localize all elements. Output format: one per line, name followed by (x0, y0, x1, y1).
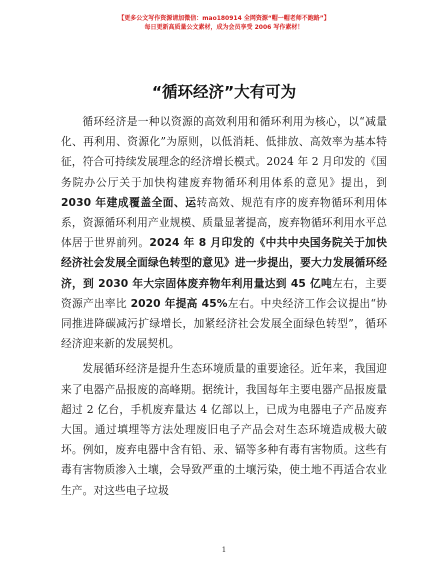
banner-notice-line: 【更多公文写作资源请加微信：mao180914 全网资源“帽一帽老师不跑路”】 (118, 15, 330, 22)
paragraph-1 (61, 112, 387, 354)
paragraph-1-bold-run: 2024 年 8 月印发的《中共中央国务院关于加快经济社会发展全面绿色转型的意见》进一步提出，要大力发展循环经济，到 (61, 236, 387, 290)
paragraph-1-run: 转高效、规范有序的废弃物循环利用体系，资源循环利用产业规模、质量显著提高，废弃物循环利用水平总体居于世界前列。 (61, 195, 387, 250)
paragraph-1-bold-run: 2020 年提高 45% (130, 296, 228, 310)
paragraph-1-run: 循环经济是一种以资源的高效利用和循环利用为核心，以“减量化、再利用、资源化”为原则，以低消耗、低排放、高效率为基本特征，符合可持续发展理念的经济增长模式。2024 年 2 月印发的《国务院办公厅关于加快构建废弃物循环利用体系的意见》提出，到 (61, 115, 387, 189)
paragraph-2: 发展循环经济是提升生态环境质量的重要途径。近年来，我国迎来了电器产品报废的高峰期。据统计，我国每年主要电器产品报废量超过 2 亿台，手机废弃量达 4 亿部以上，已成为电器电子产品废弃大国。通过填埋等方法处理废旧电子产品会对生态环境造成极大破坏。例如，废弃电器中含有铅、汞、镉等多种有毒有害物质。这些有毒有害物质渗入土壤，会导致严重的土壤污染，使土地不再适合农业生产。对这些电子垃圾 (61, 362, 387, 497)
paragraph-1-run: 左右。中央经济工作会议提出“协同推进降碳减污扩绿增长，加紧经济社会发展全面绿色转型”，循环经济迎来新的发展契机。 (61, 296, 387, 351)
page-number: 1 (221, 546, 227, 554)
document-body (61, 112, 387, 501)
paragraph-1-bold-run: 2030 年建成覆盖全面、运 (61, 195, 197, 209)
paragraph-1-bold-run: 2030 年大宗固体废弃物年利用量达到 45 亿吨 (98, 276, 333, 290)
document-title: “循环经济”大有可为 (151, 83, 297, 101)
paragraph-1-run: 左右，主要资源产出率比 (61, 276, 387, 310)
header-banner (0, 14, 448, 32)
banner-promo-line: 每日更新高质量公文素材，成为会员享受 2006 写作素材！ (144, 24, 304, 31)
